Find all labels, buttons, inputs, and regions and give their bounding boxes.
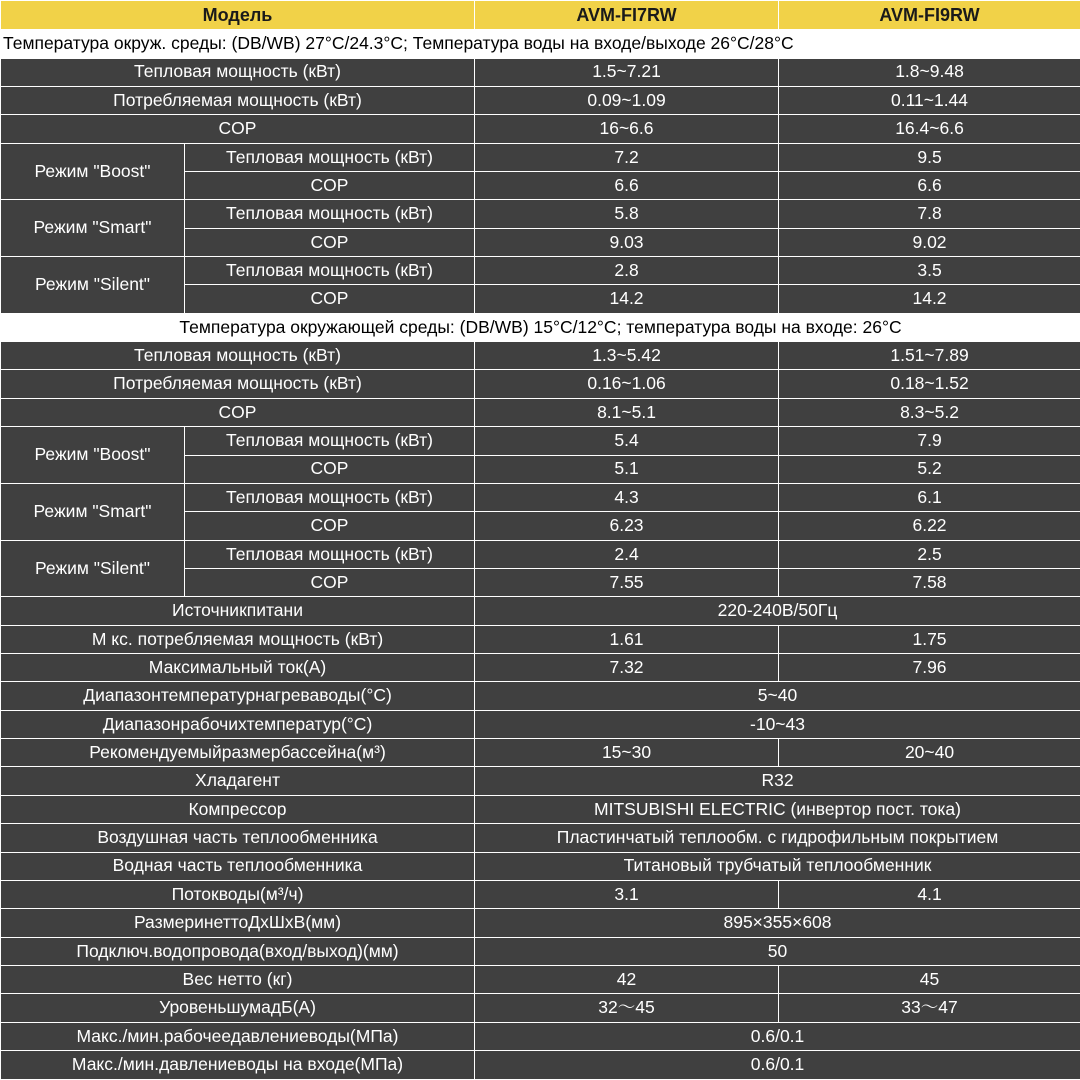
table-row (1, 597, 1080, 625)
header-model-1: AVM-FI7RW (475, 1, 779, 30)
table-row (1, 1022, 1080, 1050)
s1-power-v2: 0.11~1.44 (779, 86, 1080, 114)
s2-mode-silent: Режим "Silent" (1, 540, 185, 597)
table-row (1, 654, 1080, 682)
s2-boost-cop-label: COP (185, 455, 475, 483)
s2-silent-heat2: 2.5 (779, 540, 1080, 568)
table-row (1, 427, 1080, 455)
table-row (1, 852, 1080, 880)
s2-heat-v1: 1.3~5.42 (475, 342, 779, 370)
pipe-connection-label: Подключ.водопровода(вход/выход)(мм) (1, 937, 475, 965)
s1-silent-cop-label: COP (185, 285, 475, 313)
s2-heat-v2: 1.51~7.89 (779, 342, 1080, 370)
pool-size-label: Рекомендуемыйразмербассейна(м³) (1, 739, 475, 767)
water-flow-v1: 3.1 (475, 880, 779, 908)
pool-size-v2: 20~40 (779, 739, 1080, 767)
s2-boost-cop2: 5.2 (779, 455, 1080, 483)
s1-boost-heat2: 9.5 (779, 143, 1080, 171)
s1-cop-v1: 16~6.6 (475, 115, 779, 143)
power-supply-value: 220-240В/50Гц (475, 597, 1080, 625)
max-current-v1: 7.32 (475, 654, 779, 682)
s2-boost-cop1: 5.1 (475, 455, 779, 483)
table-row (1, 880, 1080, 908)
water-exchanger-label: Водная часть теплообменника (1, 852, 475, 880)
table-row (1, 398, 1080, 426)
s2-silent-cop-label: COP (185, 568, 475, 596)
table-row (1, 58, 1080, 86)
condition-row-2 (1, 313, 1080, 341)
inlet-pressure-label: Макс./мин.давлениеводы на входе(МПа) (1, 1051, 475, 1080)
max-current-label: Максимальный ток(А) (1, 654, 475, 682)
table-row (1, 342, 1080, 370)
net-weight-v2: 45 (779, 966, 1080, 994)
net-weight-v1: 42 (475, 966, 779, 994)
s1-smart-cop2: 9.02 (779, 228, 1080, 256)
s1-smart-cop-label: COP (185, 228, 475, 256)
water-exchanger-value: Титановый трубчатый теплообменник (475, 852, 1080, 880)
s2-smart-heat-label: Тепловая мощность (кВт) (185, 483, 475, 511)
s1-heat-v2: 1.8~9.48 (779, 58, 1080, 86)
table-row (1, 966, 1080, 994)
noise-label: УровеньшумадБ(А) (1, 994, 475, 1022)
heating-range-value: 5~40 (475, 682, 1080, 710)
inlet-pressure-value: 0.6/0.1 (475, 1051, 1080, 1080)
s2-cop-v1: 8.1~5.1 (475, 398, 779, 426)
noise-v1: 32～45 (475, 994, 779, 1022)
table-row (1, 739, 1080, 767)
table-row (1, 824, 1080, 852)
table-row (1, 1051, 1080, 1080)
max-power-v1: 1.61 (475, 625, 779, 653)
s1-cop-label: COP (1, 115, 475, 143)
max-current-v2: 7.96 (779, 654, 1080, 682)
table-row (1, 143, 1080, 171)
pipe-connection-value: 50 (475, 937, 1080, 965)
s1-silent-cop1: 14.2 (475, 285, 779, 313)
s1-smart-heat1: 5.8 (475, 200, 779, 228)
water-flow-label: Потокводы(м³/ч) (1, 880, 475, 908)
refrigerant-label: Хладагент (1, 767, 475, 795)
s2-silent-heat-label: Тепловая мощность (кВт) (185, 540, 475, 568)
refrigerant-value: R32 (475, 767, 1080, 795)
s2-cop-label: COP (1, 398, 475, 426)
noise-v2: 33～47 (779, 994, 1080, 1022)
net-weight-label: Вес нетто (кг) (1, 966, 475, 994)
table-row (1, 682, 1080, 710)
table-row (1, 540, 1080, 568)
compressor-value: MITSUBISHI ELECTRIC (инвертор пост. тока) (475, 795, 1080, 823)
s1-mode-boost: Режим "Boost" (1, 143, 185, 200)
working-range-label: Диапазонрабочихтемператур(°C) (1, 710, 475, 738)
s2-smart-heat1: 4.3 (475, 483, 779, 511)
s1-mode-smart: Режим "Smart" (1, 200, 185, 257)
dimensions-value: 895×355×608 (475, 909, 1080, 937)
power-supply-label: Источникпитани (1, 597, 475, 625)
s1-silent-cop2: 14.2 (779, 285, 1080, 313)
header-model: Модель (1, 1, 475, 30)
max-power-v2: 1.75 (779, 625, 1080, 653)
s2-silent-heat1: 2.4 (475, 540, 779, 568)
s1-mode-silent: Режим "Silent" (1, 257, 185, 314)
s1-heat-label: Тепловая мощность (кВт) (1, 58, 475, 86)
pool-size-v1: 15~30 (475, 739, 779, 767)
s1-boost-cop1: 6.6 (475, 171, 779, 199)
s1-boost-cop2: 6.6 (779, 171, 1080, 199)
dimensions-label: РазмеринеттоДхШхВ(мм) (1, 909, 475, 937)
condition-2-text: Температура окружающей среды: (DB/WB) 15°C/12°C; температура воды на входе: 26°C (1, 313, 1080, 341)
s2-cop-v2: 8.3~5.2 (779, 398, 1080, 426)
table-row (1, 370, 1080, 398)
s1-power-v1: 0.09~1.09 (475, 86, 779, 114)
s2-smart-cop-label: COP (185, 512, 475, 540)
table-row (1, 625, 1080, 653)
s2-smart-cop1: 6.23 (475, 512, 779, 540)
table-row (1, 767, 1080, 795)
s2-heat-label: Тепловая мощность (кВт) (1, 342, 475, 370)
s2-power-v2: 0.18~1.52 (779, 370, 1080, 398)
header-model-2: AVM-FI9RW (779, 1, 1080, 30)
s2-boost-heat-label: Тепловая мощность (кВт) (185, 427, 475, 455)
s2-silent-cop2: 7.58 (779, 568, 1080, 596)
s2-power-label: Потребляемая мощность (кВт) (1, 370, 475, 398)
s1-silent-heat-label: Тепловая мощность (кВт) (185, 257, 475, 285)
s1-smart-cop1: 9.03 (475, 228, 779, 256)
working-pressure-value: 0.6/0.1 (475, 1022, 1080, 1050)
s1-heat-v1: 1.5~7.21 (475, 58, 779, 86)
table-row (1, 257, 1080, 285)
s1-silent-heat2: 3.5 (779, 257, 1080, 285)
s2-silent-cop1: 7.55 (475, 568, 779, 596)
table-row (1, 994, 1080, 1022)
air-exchanger-value: Пластинчатый теплообм. с гидрофильным покрытием (475, 824, 1080, 852)
s1-smart-heat-label: Тепловая мощность (кВт) (185, 200, 475, 228)
s1-smart-heat2: 7.8 (779, 200, 1080, 228)
air-exchanger-label: Воздушная часть теплообменника (1, 824, 475, 852)
table-header-row (1, 1, 1080, 30)
table-row (1, 795, 1080, 823)
s2-smart-heat2: 6.1 (779, 483, 1080, 511)
working-range-value: -10~43 (475, 710, 1080, 738)
s2-mode-boost: Режим "Boost" (1, 427, 185, 484)
s1-boost-cop-label: COP (185, 171, 475, 199)
table-row (1, 710, 1080, 738)
s2-boost-heat1: 5.4 (475, 427, 779, 455)
water-flow-v2: 4.1 (779, 880, 1080, 908)
s1-silent-heat1: 2.8 (475, 257, 779, 285)
table-row (1, 909, 1080, 937)
heating-range-label: Диапазонтемпературнагреваводы(°C) (1, 682, 475, 710)
s1-boost-heat1: 7.2 (475, 143, 779, 171)
table-row (1, 483, 1080, 511)
table-row (1, 86, 1080, 114)
s2-smart-cop2: 6.22 (779, 512, 1080, 540)
s2-power-v1: 0.16~1.06 (475, 370, 779, 398)
s2-boost-heat2: 7.9 (779, 427, 1080, 455)
s1-cop-v2: 16.4~6.6 (779, 115, 1080, 143)
compressor-label: Компрессор (1, 795, 475, 823)
table-row (1, 200, 1080, 228)
s1-power-label: Потребляемая мощность (кВт) (1, 86, 475, 114)
condition-row-1 (1, 30, 1080, 58)
table-row (1, 115, 1080, 143)
condition-1-text: Температура окруж. среды: (DB/WB) 27°C/24.3°C; Температура воды на входе/выходе 26°C/28°C (1, 30, 1080, 58)
table-row (1, 937, 1080, 965)
s1-boost-heat-label: Тепловая мощность (кВт) (185, 143, 475, 171)
working-pressure-label: Макс./мин.рабочеедавлениеводы(МПа) (1, 1022, 475, 1050)
max-power-label: М кс. потребляемая мощность (кВт) (1, 625, 475, 653)
s2-mode-smart: Режим "Smart" (1, 483, 185, 540)
